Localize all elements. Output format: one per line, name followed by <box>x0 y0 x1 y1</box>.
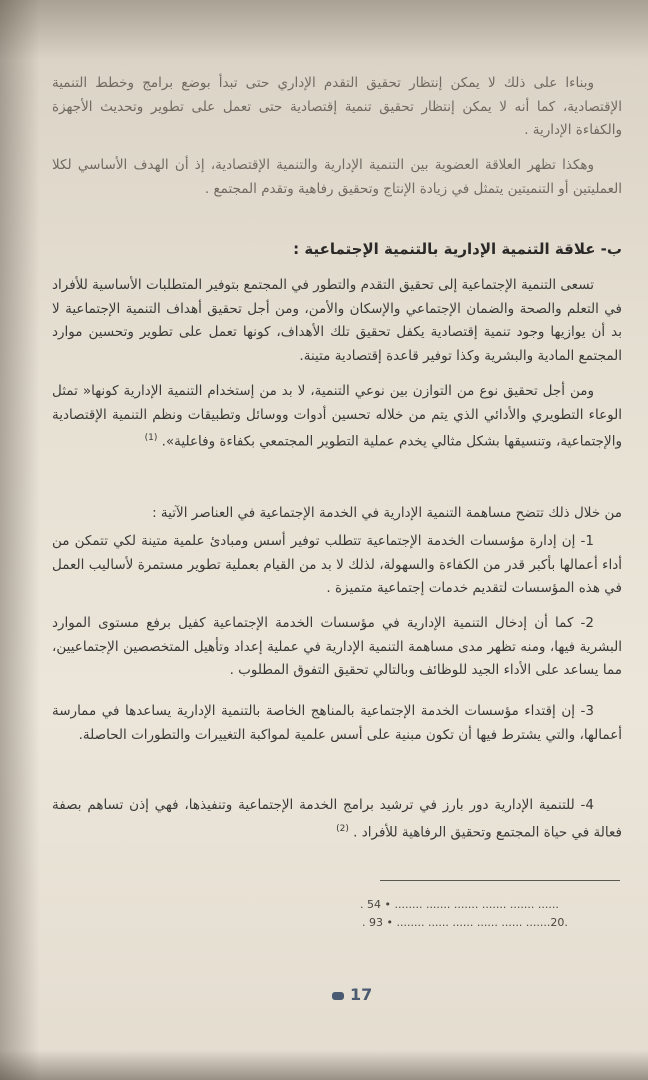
footnote-ref-1: (1) <box>144 433 158 443</box>
page-number-text: 17 <box>350 985 373 1004</box>
page-shadow-left <box>0 0 40 1080</box>
section-heading: ب- علاقة التنمية الإدارية بالتنمية الإجتماعية : <box>293 240 622 258</box>
element-item-3: 3- إن إقتداء مؤسسات الخدمة الإجتماعية بالمناهج الخاصة بالتنمية الإدارية يساعدها في ممارسة أعمالها، والتي يشترط فيها أن تكون مبنية على أسس علمية لمواكبة التغييرات والتطورات الحاصلة. <box>52 703 622 743</box>
page-shadow-top <box>0 0 648 60</box>
elements-intro: من خلال ذلك تتضح مساهمة التنمية الإدارية في الخدمة الإجتماعية في العناصر الآتية : <box>152 505 622 521</box>
footnote-2: . 93 • ........ ...... ...... ...... ...... .......20. <box>362 916 568 929</box>
page-bottom-edge <box>0 1050 648 1080</box>
element-item-4-text: 4- للتنمية الإدارية دور بارز في ترشيد برامج الخدمة الإجتماعية وتنفيذها، فهي إذن تساهم بصفة فعالة في حياة المجتمع وتحقيق الرفاهية للأفراد . <box>52 797 622 840</box>
footnote-1: . 54 • ........ ....... ....... ....... ....... ...... <box>360 898 559 911</box>
section-paragraph-2-text: ومن أجل تحقيق نوع من التوازن بين نوعي التنمية، لا بد من إستخدام التنمية الإدارية كونها« تمثل الوعاء التطويري والأدائي الذي يتم من خلاله تحسين أدوات ووسائل وتطبيقات ونظم التنمية الإقتصادية والإجتماعية، وتنسيقها بشكل مثالي يخدم عملية التطوير المجتمعي بكفاءة وفاعلية». <box>52 383 622 450</box>
footnote-ref-2: (2) <box>336 823 349 834</box>
element-item-4 <box>52 794 622 845</box>
intro-paragraph-2: وهكذا تظهر العلاقة العضوية بين التنمية الإدارية والتنمية الإقتصادية، إذ أن الهدف الأساسي لكلا العمليتين أو التنميتين يتمثل في زيادة الإنتاج وتحقيق رفاهية وتقدم المجتمع . <box>52 157 622 197</box>
page-marker-icon <box>332 992 344 1000</box>
element-item-2: 2- كما أن إدخال التنمية الإدارية في مؤسسات الخدمة الإجتماعية كفيل برفع مستوى الموارد البشرية فيها، ومنه تظهر مدى مساهمة التنمية الإدارية في عملية إعداد وتأهيل المتخصصين الإجتماعيين، مما يساعد على الأداء الجيد للوظائف وبالتالي تحقيق التفوق المطلوب . <box>52 615 622 678</box>
footnote-separator <box>380 880 620 881</box>
section-paragraph-1: تسعى التنمية الإجتماعية إلى تحقيق التقدم والتطور في المجتمع بتوفير المتطلبات الأساسية للأفراد في التعلم والصحة والضمان الإجتماعي والإسكان والأمن، ومن أجل تحقيق أهداف التنمية الإجتماعية لا بد أن يوازيها وجود تنمية إقتصادية يكفل تحقيق تلك الأهداف، كونها تعمل على تطوير وتحسين موارد المجتمع المادية والبشرية وكذا توفير قاعدة إقتصادية متينة. <box>52 277 622 364</box>
intro-paragraph-1: وبناءا على ذلك لا يمكن إنتظار تحقيق التقدم الإداري حتى تبدأ بوضع برامج وخطط التنمية الإقتصادية، كما أنه لا يمكن إنتظار تحقيق تنمية إقتصادية حتى تعمل على تطوير وتحديث الأجهزة والكفاءة الإدارية . <box>52 75 622 138</box>
element-item-1: 1- إن إدارة مؤسسات الخدمة الإجتماعية تتطلب توفير أسس ومبادئ علمية متينة لكي تتمكن من أداء أعمالها بأكبر قدر من الكفاءة والسهولة، لذلك لا بد من القيام بعملية تطوير مستمرة لأساليب العمل في هذه المؤسسات لتقديم خدمات إجتماعية متميزة . <box>52 533 622 596</box>
page-number <box>332 985 372 1004</box>
section-paragraph-2 <box>52 380 622 454</box>
